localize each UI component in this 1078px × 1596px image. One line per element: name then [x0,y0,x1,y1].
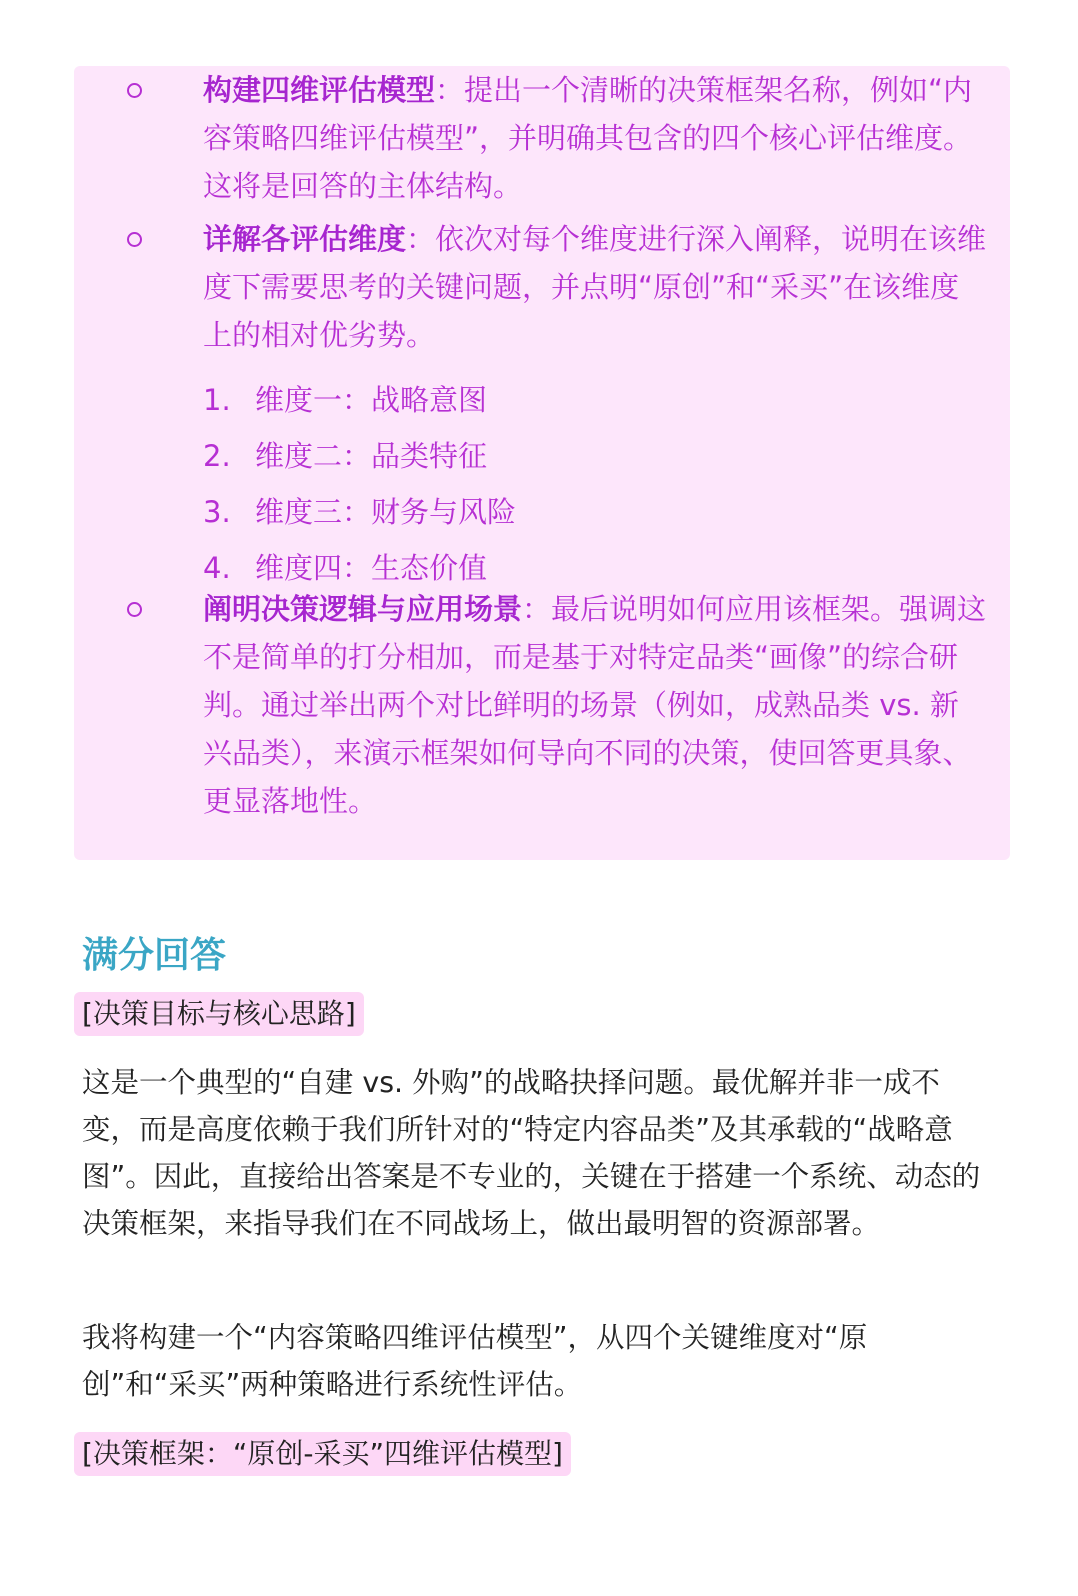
item-text: ：最后说明如何应用该框架。强调这不是简单的打分相加，而是基于对特定品类“画像”的综合研判。通过举出两个对比鲜明的场景（例如，成熟品类 vs. 新兴品类），来演示框架如何导向不同的决策，使回答更具象、更显落地性。 [203,592,987,818]
hollow-bullet-icon [127,602,142,617]
section-tag: [决策目标与核心思路] [74,992,364,1036]
hollow-bullet-icon [127,83,142,98]
dimension-item [203,372,516,428]
dimension-number: 2. [203,439,231,473]
list-item-dimensions [127,215,987,359]
section-title: 满分回答 [82,935,227,976]
item-title: 构建四维评估模型 [203,73,436,107]
dimension-number: 1. [203,383,231,417]
paragraph: 我将构建一个“内容策略四维评估模型”，从四个关键维度对“原创”和“采买”两种策略进行系统性评估。 [82,1321,868,1401]
list-item-model [127,66,987,210]
dimension-item [203,484,516,540]
item-title: 详解各评估维度 [203,222,407,256]
item-text: ：依次对每个维度进行深入阐释，说明在该维度下需要思考的关键问题，并点明“原创”和“采买”在该维度上的相对优劣势。 [203,222,987,352]
list-item-logic [127,585,987,825]
dimension-number: 3. [203,495,231,529]
hollow-bullet-icon [127,232,142,247]
dimension-label: 维度三：财务与风险 [255,495,517,529]
dimension-label: 维度四：生态价值 [255,551,488,585]
dimension-label: 维度一：战略意图 [255,383,488,417]
dimension-number: 4. [203,551,231,585]
paragraph: 这是一个典型的“自建 vs. 外购”的战略抉择问题。最优解并非一成不变，而是高度依赖于我们所针对的“特定内容品类”及其承载的“战略意图”。因此，直接给出答案是不专业的，关键在于搭建一个系统、动态的决策框架，来指导我们在不同战场上，做出最明智的资源部署。 [82,1066,981,1240]
item-text: ：提出一个清晰的决策框架名称，例如“内容策略四维评估模型”，并明确其包含的四个核心评估维度。这将是回答的主体结构。 [203,73,973,203]
dimension-item [203,428,516,484]
section-tag: [决策框架：“原创-采买”四维评估模型] [74,1432,571,1476]
item-title: 阐明决策逻辑与应用场景 [203,592,523,626]
dimension-list [203,372,516,596]
dimension-label: 维度二：品类特征 [255,439,488,473]
